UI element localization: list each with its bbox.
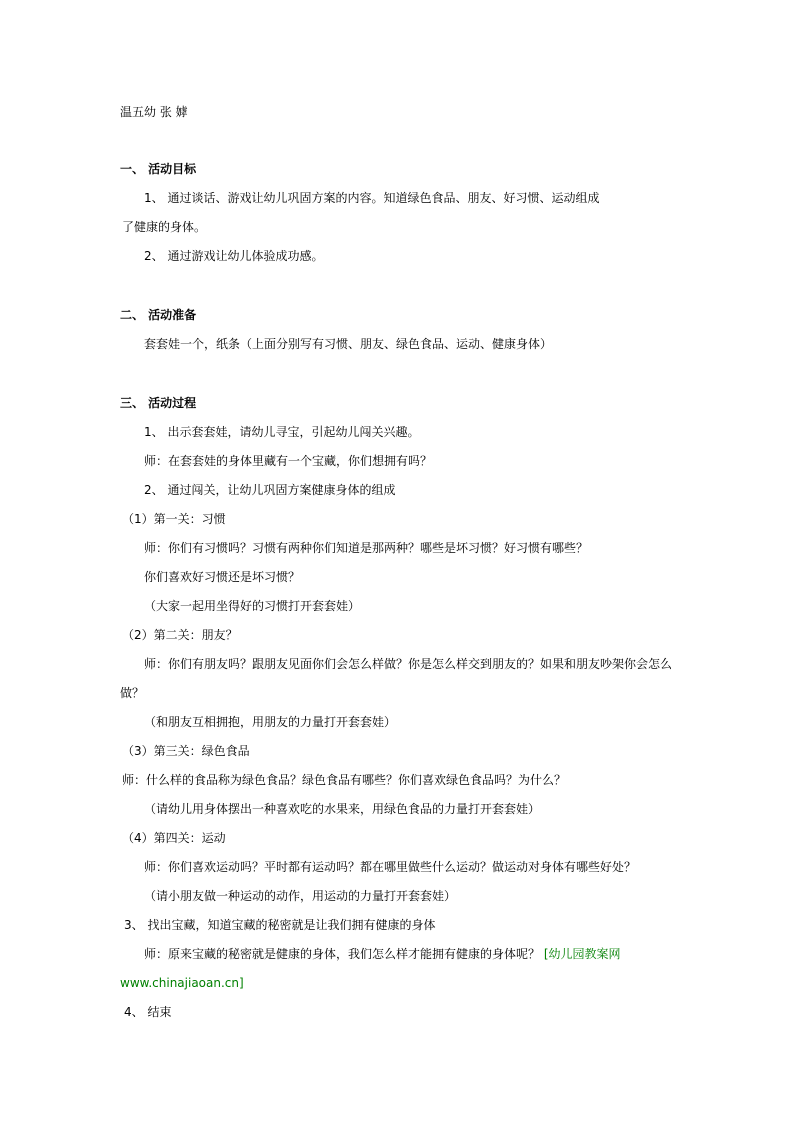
level-2-question-cont: 做？ — [120, 686, 145, 700]
goal-item-1-cont: 了健康的身体。 — [122, 220, 207, 234]
level-1-title: （1）第一关：习惯 — [122, 512, 226, 526]
goal-item-1: 1、 通过谈话、游戏让幼儿巩固方案的内容。知道绿色食品、朋友、好习惯、运动组成 — [144, 191, 600, 205]
process-step-2: 2、 通过闯关，让幼儿巩固方案健康身体的组成 — [144, 483, 396, 497]
process-step-3-teacher — [144, 946, 621, 962]
process-step-3: 3、 找出宝藏，知道宝藏的秘密就是让我们拥有健康的身体 — [124, 918, 436, 932]
level-1-question-1: 师：你们有习惯吗？习惯有两种你们知道是那两种？哪些是坏习惯？好习惯有哪些？ — [144, 541, 589, 555]
level-3-title: （3）第三关：绿色食品 — [122, 744, 250, 758]
section-heading-goals: 一、 活动目标 — [120, 162, 197, 176]
level-2-note: （和朋友互相拥抱，用朋友的力量打开套套娃） — [144, 715, 397, 729]
level-2-question: 师：你们有朋友吗？跟朋友见面你们会怎么样做？你是怎么样交到朋友的？如果和朋友吵架你会怎么 — [144, 657, 673, 671]
level-1-note: （大家一起用坐得好的习惯打开套套娃） — [144, 599, 361, 613]
level-4-note: （请小朋友做一种运动的动作，用运动的力量打开套套娃） — [144, 889, 457, 903]
prep-text: 套套娃一个，纸条（上面分别写有习惯、朋友、绿色食品、运动、健康身体） — [144, 337, 553, 351]
source-link-url[interactable]: www.chinajiaoan.cn] — [120, 976, 244, 990]
level-1-question-2: 你们喜欢好习惯还是坏习惯？ — [144, 570, 301, 584]
author-line: 温五幼 张 嫭 — [120, 105, 188, 119]
section-heading-process: 三、 活动过程 — [120, 396, 197, 410]
level-4-question: 师：你们喜欢运动吗？平时都有运动吗？都在哪里做些什么运动？做运动对身体有哪些好处？ — [144, 860, 637, 874]
source-link[interactable]: [幼儿园教案网 — [543, 947, 621, 961]
goal-item-2: 2、 通过游戏让幼儿体验成功感。 — [144, 249, 324, 263]
level-3-question: 师：什么样的食品称为绿色食品？绿色食品有哪些？你们喜欢绿色食品吗？为什么？ — [122, 773, 567, 787]
step-3-teacher-text: 师：原来宝藏的秘密就是健康的身体，我们怎么样才能拥有健康的身体呢？ — [144, 947, 541, 961]
level-3-note: （请幼儿用身体摆出一种喜欢吃的水果来，用绿色食品的力量打开套套娃） — [144, 802, 541, 816]
process-step-1: 1、 出示套套娃，请幼儿寻宝，引起幼儿闯关兴趣。 — [144, 425, 420, 439]
process-step-1-teacher: 师：在套套娃的身体里藏有一个宝藏，你们想拥有吗？ — [144, 454, 433, 468]
section-heading-prep: 二、 活动准备 — [120, 308, 197, 322]
level-2-title: （2）第二关：朋友？ — [122, 628, 238, 642]
level-4-title: （4）第四关：运动 — [122, 831, 226, 845]
process-step-4: 4、 结束 — [124, 1005, 172, 1019]
